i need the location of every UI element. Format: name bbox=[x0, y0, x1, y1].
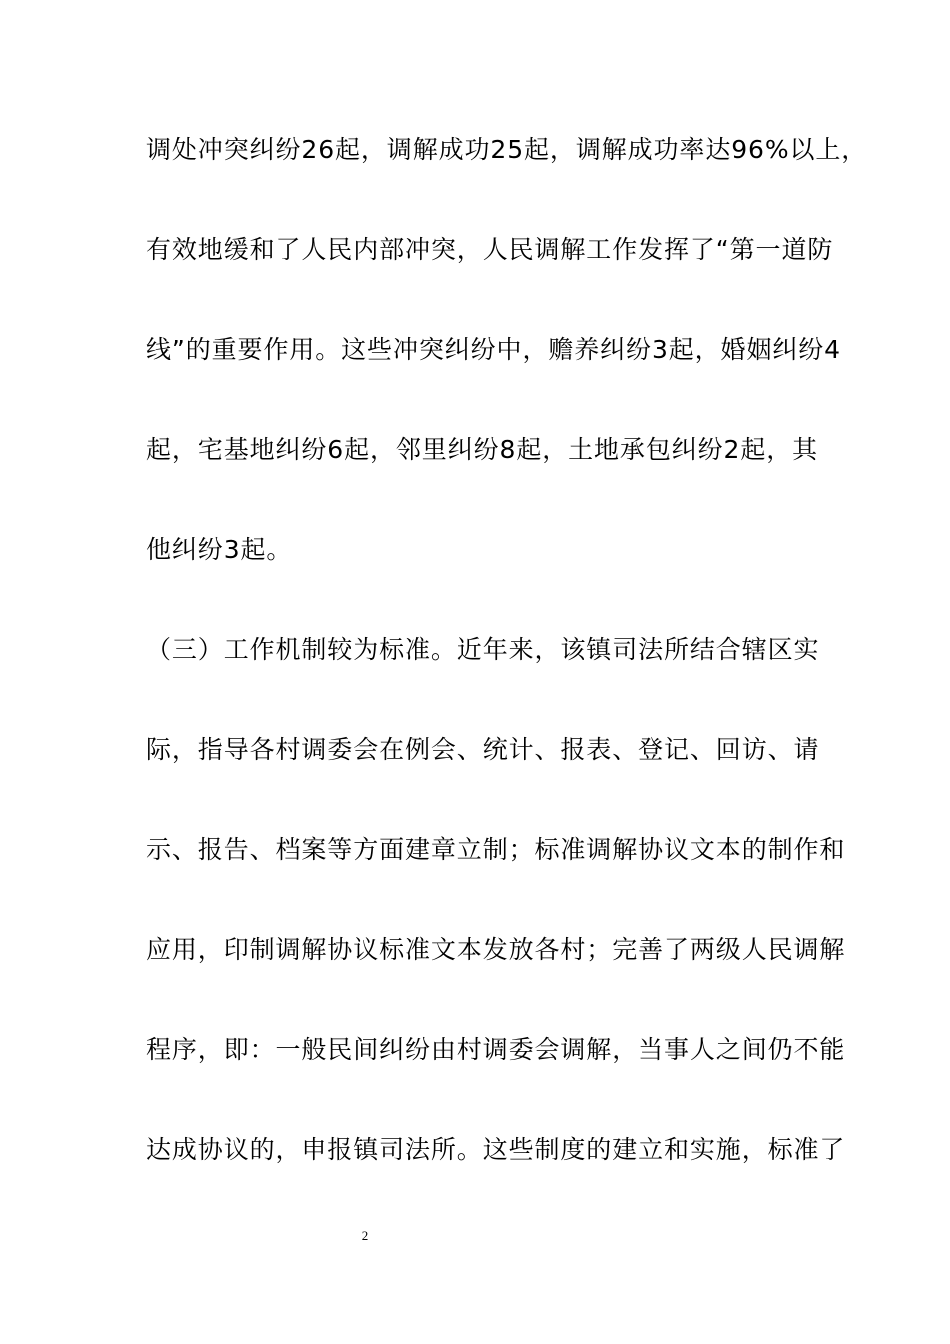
text-line: 应用，印制调解协议标准文本发放各村；完善了两级人民调解 bbox=[146, 935, 846, 964]
text-line: 达成协议的，申报镇司法所。这些制度的建立和实施，标准了 bbox=[146, 1135, 846, 1164]
paragraph-heading-line: （三）工作机制较为标准。近年来，该镇司法所结合辖区实 bbox=[146, 635, 820, 664]
text-line: 他纠纷3起。 bbox=[146, 535, 293, 564]
page-number: 2 bbox=[361, 1228, 369, 1243]
text-line: 有效地缓和了人民内部冲突，人民调解工作发挥了“第一道防 bbox=[146, 235, 834, 264]
text-line: 调处冲突纠纷26起，调解成功25起，调解成功率达96%以上， bbox=[146, 135, 868, 164]
text-line: 起，宅基地纠纷6起，邻里纠纷8起，土地承包纠纷2起，其 bbox=[146, 435, 819, 464]
text-line: 程序，即：一般民间纠纷由村调委会调解，当事人之间仍不能 bbox=[146, 1035, 846, 1064]
text-line: 际，指导各村调委会在例会、统计、报表、登记、回访、请 bbox=[146, 735, 820, 764]
text-line: 线”的重要作用。这些冲突纠纷中，赡养纠纷3起，婚姻纠纷4 bbox=[146, 335, 841, 364]
text-line: 示、报告、档案等方面建章立制；标准调解协议文本的制作和 bbox=[146, 835, 846, 864]
